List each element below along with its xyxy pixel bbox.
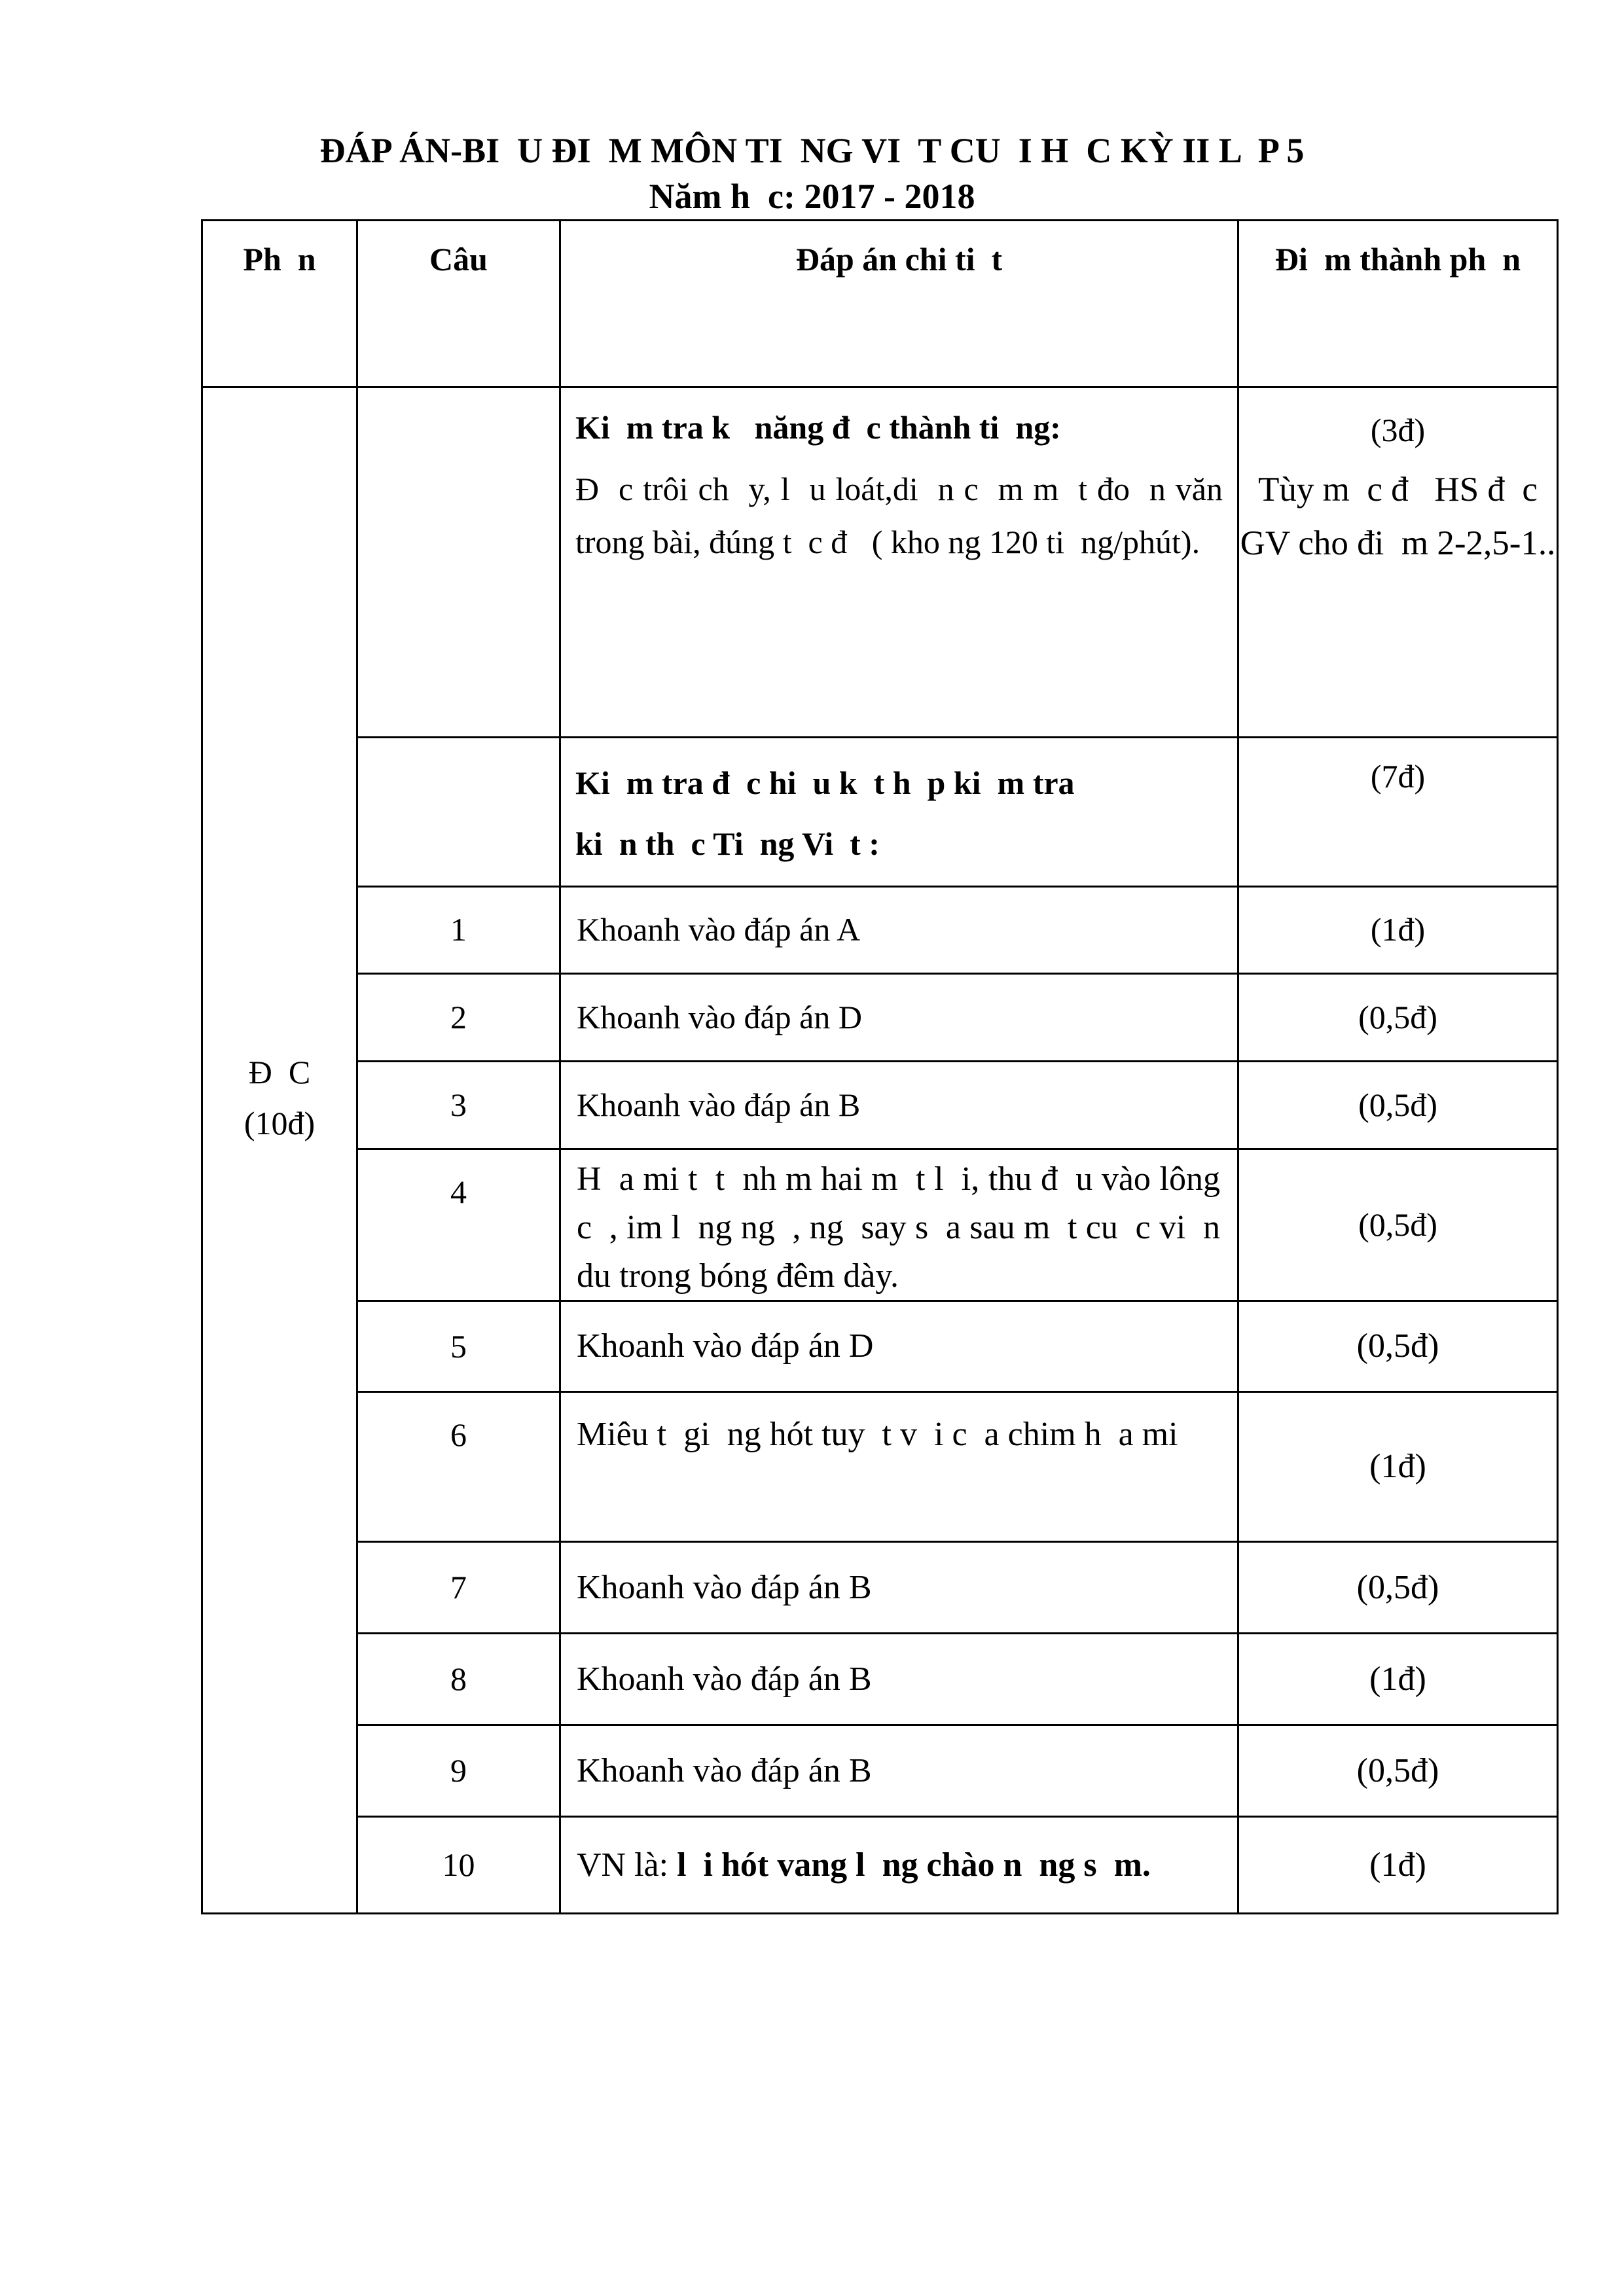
answer-prefix: VN là: [577, 1846, 669, 1884]
question-number: 5 [357, 1301, 560, 1392]
answer-score: (1đ) [1238, 1817, 1558, 1914]
answer-text: Khoanh vào đáp án B [560, 1062, 1238, 1149]
reading-comprehension-score: (7đ) [1238, 738, 1558, 887]
header-score: Đi m thành ph n [1238, 221, 1558, 387]
document-title: ĐÁP ÁN-BI U ĐI M MÔN TI NG VI T CU I H C KỲ II L P 5 [319, 131, 1305, 170]
school-year: Năm h c: 2017 - 2018 [649, 177, 975, 216]
question-number: 10 [357, 1817, 560, 1914]
answer-text: Khoanh vào đáp án B [560, 1542, 1238, 1634]
question-number-empty [357, 387, 560, 738]
answer-score: (0,5đ) [1238, 1542, 1558, 1634]
answer-key-table [201, 219, 1559, 1914]
answer-text: Miêu t gi ng hót tuy t v i c a chim h a mi [560, 1392, 1238, 1542]
question-number: 7 [357, 1542, 560, 1634]
reading-aloud-heading: Ki m tra k năng đ c thành ti ng: [575, 409, 1061, 446]
question-number: 8 [357, 1634, 560, 1725]
table-row [202, 1542, 1558, 1634]
answer-score: (0,5đ) [1238, 1301, 1558, 1392]
answer-text: Khoanh vào đáp án A [560, 887, 1238, 974]
answer-text [560, 1817, 1238, 1914]
table-row [202, 1725, 1558, 1817]
question-number: 6 [357, 1392, 560, 1542]
answer-text: Khoanh vào đáp án D [560, 1301, 1238, 1392]
question-number: 9 [357, 1725, 560, 1817]
answer-text: Khoanh vào đáp án B [560, 1634, 1238, 1725]
header-part: Ph n [202, 221, 357, 387]
table-row [202, 1301, 1558, 1392]
answer-text: H a mi t t nh m hai m t l i, thu đ u vào lông c , im l ng ng , ng say s a sau m t cu c vi n du trong bóng đêm dày. [560, 1149, 1238, 1301]
answer-score: (1đ) [1238, 1634, 1558, 1725]
question-number: 1 [357, 887, 560, 974]
table-row [202, 1149, 1558, 1301]
reading-aloud-description: Đ c trôi ch y, l u loát,di n c m m t đo n văn trong bài, đúng t c đ ( kho ng 120 ti ng/phút). [575, 470, 1231, 560]
reading-aloud-cell [560, 387, 1238, 738]
header-question: Câu [357, 221, 560, 387]
reading-aloud-score-cell [1238, 387, 1558, 738]
answer-bold-phrase: l i hót vang l ng chào n ng s m. [677, 1846, 1151, 1884]
answer-text: Khoanh vào đáp án B [560, 1725, 1238, 1817]
answer-score: (0,5đ) [1238, 1062, 1558, 1149]
table-row [202, 974, 1558, 1062]
reading-aloud-score: (3đ) [1370, 412, 1426, 448]
table-header-row [202, 221, 1558, 387]
reading-comprehension-cell [560, 738, 1238, 887]
table-row [202, 738, 1558, 887]
answer-text: Khoanh vào đáp án D [560, 974, 1238, 1062]
reading-aloud-score-note: Tùy m c đ HS đ c GV cho đi m 2-2,5-1.. [1240, 470, 1556, 562]
answer-score: (1đ) [1238, 887, 1558, 974]
question-number-empty [357, 738, 560, 887]
table-row [202, 1634, 1558, 1725]
table-row [202, 387, 1558, 738]
header-answer-detail: Đáp án chi ti t [560, 221, 1238, 387]
table-row [202, 1392, 1558, 1542]
table-row [202, 887, 1558, 974]
answer-score: (0,5đ) [1238, 1149, 1558, 1301]
question-number: 4 [357, 1149, 560, 1301]
table-row [202, 1817, 1558, 1914]
reading-comprehension-heading-line2: ki n th c Ti ng Vi t : [575, 825, 880, 862]
section-reading-cell [202, 387, 357, 1914]
reading-comprehension-heading-line1: Ki m tra đ c hi u k t h p ki m tra [575, 764, 1075, 801]
section-name: Đ C [248, 1054, 311, 1091]
answer-score: (0,5đ) [1238, 1725, 1558, 1817]
question-number: 2 [357, 974, 560, 1062]
question-number: 3 [357, 1062, 560, 1149]
table-row [202, 1062, 1558, 1149]
section-points: (10đ) [244, 1104, 316, 1141]
answer-score: (0,5đ) [1238, 974, 1558, 1062]
answer-score: (1đ) [1238, 1392, 1558, 1542]
